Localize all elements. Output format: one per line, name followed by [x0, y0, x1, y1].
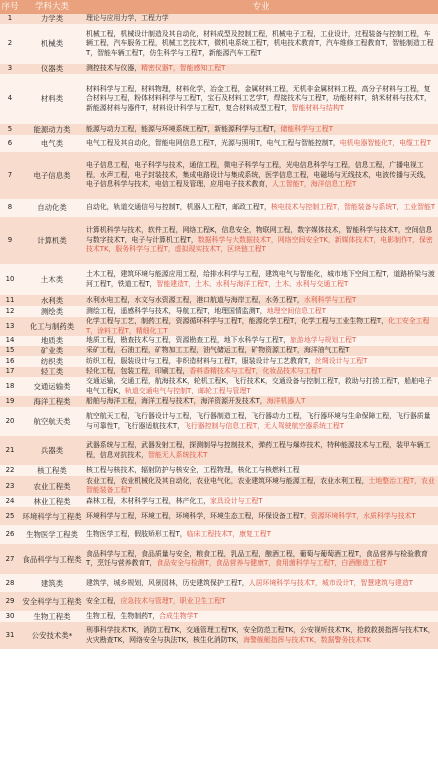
row-category: 生物医学工程类: [20, 525, 84, 544]
row-majors: [84, 611, 438, 622]
table-row: [0, 295, 438, 306]
row-number: 21: [0, 436, 20, 465]
row-number: 7: [0, 152, 20, 199]
row-majors: [84, 306, 438, 317]
row-category: 生物工程类: [20, 611, 84, 622]
majors-text: 核工程与核技术，辐射防护与核安全，工程物理，核化工与核燃料工程: [86, 466, 300, 475]
table-row: [0, 592, 438, 611]
table-row: [0, 574, 438, 592]
majors-text: 农业工程，农业机械化及其自动化，农业电气化，农业建筑环境与能源工程，农业水利工程，: [86, 476, 369, 485]
new-majors-text: 应急技术与管理T，职业卫生工程T: [120, 597, 226, 606]
row-number: 13: [0, 317, 20, 336]
table-row: [0, 396, 438, 407]
row-majors: [84, 336, 438, 346]
row-majors: [84, 217, 438, 264]
table-row: [0, 152, 438, 199]
table-row: [0, 317, 438, 336]
majors-text: 环境科学与工程，环境工程，环境科学，环境生态工程，环保设备工程T: [86, 511, 304, 520]
row-majors: [84, 199, 438, 217]
row-number: 23: [0, 476, 20, 496]
row-category: 自动化类: [20, 199, 84, 217]
row-majors: [84, 476, 438, 496]
row-number: 8: [0, 199, 20, 217]
majors-text: 采矿工程，石油工程，矿物加工工程，油气储运工程，矿物资源工程T，海洋油气工程T: [86, 346, 350, 355]
new-majors-text: 储能科学与工程T: [280, 124, 333, 133]
row-number: 27: [0, 544, 20, 574]
table-row: [0, 264, 438, 295]
row-number: 10: [0, 264, 20, 295]
row-number: 28: [0, 574, 20, 592]
table-row: [0, 306, 438, 317]
table-row: [0, 346, 438, 356]
new-majors-text: 智能材料与结构T: [291, 103, 345, 112]
table-row: [0, 465, 438, 476]
new-majors-text: 精密仪器T，智能感知工程T: [141, 64, 226, 73]
row-number: 1: [0, 14, 20, 24]
majors-text: 能源与动力工程，能源与环境系统工程T，新能源科学与工程T，: [86, 124, 281, 133]
table-row: [0, 24, 438, 64]
row-category: 测绘类: [20, 306, 84, 317]
new-majors-text: 海警舰艇指挥与技术TK，数据警务技术TK: [243, 635, 371, 644]
new-majors-text: 核电技术与控制工程T，智能装备与系统T，工业智能T: [270, 203, 436, 212]
table-row: [0, 544, 438, 574]
majors-text: 测控技术与仪器，: [86, 64, 142, 73]
new-majors-text: 海洋机器人T: [266, 397, 306, 406]
row-number: 30: [0, 611, 20, 622]
row-majors: [84, 407, 438, 436]
new-majors-text: 家具设计与工程T: [210, 497, 263, 506]
table-row: [0, 14, 438, 24]
table-row: [0, 356, 438, 367]
majors-text: 森林工程，木材科学与工程，林产化工，: [86, 497, 211, 506]
table-row: [0, 525, 438, 544]
new-majors-text: 食品安全与检测T，食品营养与健康T，食用菌科学与工程T，白酒酿造工程T: [156, 559, 387, 568]
table-row: [0, 217, 438, 264]
row-majors: [84, 295, 438, 306]
row-category: 化工与制药类: [20, 317, 84, 336]
row-category: 仪器类: [20, 64, 84, 74]
table-row: [0, 64, 438, 74]
table-row: [0, 436, 438, 465]
new-majors-text: 丝绸设计与工程T: [314, 356, 368, 365]
row-category: 计算机类: [20, 217, 84, 264]
new-majors-text: 人工智能T，海洋信息工程T: [272, 180, 357, 189]
majors-text: 交通运输，交通工程，航海技术K，轮机工程K，飞行技术K，交通设备与控制工程T，救助与打捞工程T，船舶电子电气工程K，: [86, 377, 432, 395]
table-row: [0, 199, 438, 217]
majors-text: 武器系统与工程，武器发射工程，探测制导与控制技术，弹药工程与爆炸技术，特种能源技术与工程，装甲车辆工程，信息对抗技术，: [86, 441, 431, 459]
majors-text: 地质工程，勘查技术与工程，资源勘查工程，地下水科学与工程T，: [86, 336, 291, 345]
row-majors: [84, 525, 438, 544]
row-category: 安全科学与工程类: [20, 592, 84, 611]
table-body: [0, 14, 438, 649]
majors-text: 材料科学与工程，材料物理，材料化学，冶金工程，金属材料工程，无机非金属材料工程，高分子材料与工程，复合材料与工程，粉体材料科学与工程T，宝石及材料工艺学T，焊接技术与工程T，功能材料T，纳米材料与技术T，新能源材料与器件T，材料设计科学与工程T，复合材料成型工程T，: [86, 84, 431, 112]
row-category: 公安技术类*: [20, 622, 84, 649]
row-category: 纺织类: [20, 356, 84, 367]
row-number: 18: [0, 377, 20, 396]
row-majors: [84, 544, 438, 574]
row-category: 矿业类: [20, 346, 84, 356]
row-majors: [84, 465, 438, 476]
row-category: 林业工程类: [20, 496, 84, 507]
row-number: 14: [0, 336, 20, 346]
row-category: 农业工程类: [20, 476, 84, 496]
row-majors: [84, 592, 438, 611]
new-majors-text: 水利科学与工程T: [303, 295, 357, 304]
row-number: 4: [0, 74, 20, 124]
row-category: 能源动力类: [20, 124, 84, 135]
new-majors-text: 土地整治工程T，农业智能装备工程T: [86, 476, 435, 495]
row-category: 力学类: [20, 14, 84, 24]
row-number: 25: [0, 507, 20, 525]
table-header-row: [0, 0, 438, 14]
row-majors: [84, 74, 438, 124]
row-number: 20: [0, 407, 20, 436]
new-majors-text: 香料香精技术与工程T，化妆品技术与工程T: [189, 367, 322, 376]
row-number: 22: [0, 465, 20, 476]
row-majors: [84, 436, 438, 465]
new-majors-text: 电机电器智能化T，电缆工程T: [339, 138, 431, 147]
row-category: 电气类: [20, 135, 84, 152]
majors-text: 化学工程与工艺，制药工程，资源循环科学与工程T，能源化学工程T，化学工程与工业生物工程T，: [86, 317, 389, 325]
row-number: 5: [0, 124, 20, 135]
table-row: [0, 135, 438, 152]
majors-text: 测绘工程，遥感科学与技术，导航工程T，地理国情监测T，: [86, 306, 267, 315]
new-majors-text: 轨道交通电气与控制T，邮轮工程与管理T: [124, 386, 251, 395]
row-category: 地质类: [20, 336, 84, 346]
table-row: [0, 336, 438, 346]
table-row: [0, 622, 438, 649]
table-row: [0, 74, 438, 124]
row-category: 核工程类: [20, 465, 84, 476]
row-category: 机械类: [20, 24, 84, 64]
table-row: [0, 124, 438, 135]
table-row: [0, 476, 438, 496]
row-majors: [84, 356, 438, 367]
majors-text: 船舶与海洋工程，海洋工程与技术T，海洋资源开发技术T，: [86, 397, 267, 406]
row-majors: [84, 152, 438, 199]
row-majors: [84, 377, 438, 396]
row-category: 兵器类: [20, 436, 84, 465]
row-majors: [84, 574, 438, 592]
row-category: 交通运输类: [20, 377, 84, 396]
majors-text: 计算机科学与技术，软件工程，网络工程K，信息安全，物联网工程，数字媒体技术，智能科学与技术T，空间信息与数字技术T，电子与计算机工程T，: [86, 226, 433, 244]
row-majors: [84, 124, 438, 135]
majors-text: 机械工程，机械设计制造及其自动化，材料成型及控制工程，机械电子工程，工业设计，过程装备与控制工程，车辆工程，汽车服务工程，机械工艺技术T，微机电系统工程T，机电技术教育T，汽车维修工程教育T，智能制造工程T，智能车辆工程T，仿生科学与工程T，新能源汽车工程T: [86, 29, 434, 57]
row-number: 11: [0, 295, 20, 306]
table-row: [0, 407, 438, 436]
majors-text: 刑事科学技术TK，消防工程TK，交通管理工程TK，安全防范工程TK，公安视听技术TK，抢救救援指挥与技术TK，火灾勘查TK，网络安全与执法TK，核生化消防TK，: [86, 626, 435, 644]
majors-text: 电气工程及其自动化，智能电网信息工程T，光源与照明T，电气工程与智能控制T，: [86, 138, 340, 147]
row-category: 航空航天类: [20, 407, 84, 436]
row-majors: [84, 507, 438, 525]
majors-text: 土木工程，建筑环境与能源应用工程，给排水科学与工程，建筑电气与智能化，城市地下空间工程T，道路桥梁与渡河工程T，铁道工程T，: [86, 269, 435, 288]
header-number: 序号: [1, 2, 19, 12]
row-number: 19: [0, 396, 20, 407]
table-row: [0, 367, 438, 377]
row-majors: [84, 24, 438, 64]
row-number: 24: [0, 496, 20, 507]
row-majors: [84, 14, 438, 24]
row-number: 3: [0, 64, 20, 74]
row-majors: [84, 496, 438, 507]
row-number: 2: [0, 24, 20, 64]
row-majors: [84, 64, 438, 74]
row-majors: [84, 135, 438, 152]
new-majors-text: 合成生物学T: [159, 612, 198, 621]
table-row: [0, 611, 438, 622]
row-majors: [84, 396, 438, 407]
row-number: 17: [0, 367, 20, 377]
new-majors-text: 人居环境科学与技术T，城市设计T，智慧建筑与建造T: [248, 578, 413, 587]
row-majors: [84, 622, 438, 649]
row-majors: [84, 317, 438, 336]
row-category: 海洋工程类: [20, 396, 84, 407]
row-number: 16: [0, 356, 20, 367]
majors-text: 电子信息工程，电子科学与技术，通信工程，微电子科学与工程，光电信息科学与工程，信息工程，广播电视工程，水声工程，电子封装技术，集成电路设计与集成系统，医学信息工程，电磁场与无线技术，电波传播与天线，电子信息科学与技术，电信工程及管理，应用电子技术教育，: [86, 161, 431, 189]
new-majors-text: 地理空间信息工程T: [266, 306, 327, 315]
row-category: 轻工类: [20, 367, 84, 377]
row-number: 26: [0, 525, 20, 544]
row-majors: [84, 264, 438, 295]
majors-text: 生物工程，生物制药T，: [86, 612, 160, 621]
table-row: [0, 496, 438, 507]
new-majors-text: 智能无人系统技术T: [148, 450, 208, 459]
row-category: 土木类: [20, 264, 84, 295]
new-majors-text: 化工安全工程T，涂料工程T，精细化工T: [86, 317, 430, 335]
majors-text: 安全工程，: [86, 597, 121, 606]
new-majors-text: 旅游地学与规划工程T: [290, 336, 357, 345]
majors-text: 理论与应用力学，工程力学: [86, 14, 169, 23]
row-majors: [84, 367, 438, 377]
row-category: 环境科学与工程类: [20, 507, 84, 525]
new-majors-text: 智能建造T，土木、水利与海洋工程T，土木、水利与交通工程T: [156, 279, 349, 288]
row-number: 15: [0, 346, 20, 356]
row-number: 9: [0, 217, 20, 264]
row-majors: [84, 346, 438, 356]
majors-text: 食品科学与工程，食品质量与安全，粮食工程，乳品工程，酿酒工程，葡萄与葡萄酒工程T，食品营养与检验教育T，烹饪与营养教育T，: [86, 549, 428, 568]
row-number: 6: [0, 135, 20, 152]
row-category: 建筑类: [20, 574, 84, 592]
majors-text: 纺织工程，服装设计与工程，非织造材料与工程T，服装设计与工艺教育T，: [86, 356, 315, 365]
row-number: 31: [0, 622, 20, 649]
header-majors: 专业: [84, 0, 438, 14]
row-number: 29: [0, 592, 20, 611]
majors-text: 航空航天工程，飞行器设计与工程，飞行器制造工程，飞行器动力工程，飞行器环境与生命保障工程，飞行器质量与可靠性T，飞行器适航技术T，: [86, 412, 431, 430]
row-category: 水利类: [20, 295, 84, 306]
table-row: [0, 507, 438, 525]
majors-text: 自动化，轨道交通信号与控制T，机器人工程T，邮政工程T，: [86, 203, 271, 212]
new-majors-text: 数据科学与大数据技术T，网络空间安全TK，新媒体技术T，电影制作T，保密技术TK，服务科学与工程T，虚拟现实技术T，区块链工程T: [86, 235, 433, 254]
new-majors-text: 临床工程技术T，康复工程T: [186, 530, 271, 539]
row-category: 食品科学与工程类: [20, 544, 84, 574]
majors-text: 生物医学工程，假肢矫形工程T，: [86, 530, 187, 539]
row-category: 材料类: [20, 74, 84, 124]
majors-text: 轻化工程，包装工程，印刷工程，: [86, 367, 190, 376]
row-number: 12: [0, 306, 20, 317]
table-row: [0, 377, 438, 396]
new-majors-text: ，资源环境科学T，水质科学与技术T: [303, 511, 416, 520]
new-majors-text: 飞行器控制与信息工程T，无人驾驶航空器系统工程T: [184, 421, 345, 430]
row-category: 电子信息类: [20, 152, 84, 199]
majors-text: 建筑学，城乡规划，风景园林，历史建筑保护工程T，: [86, 578, 249, 587]
header-category: 学科大类: [20, 0, 84, 14]
majors-text: 水利水电工程，水文与水资源工程，港口航道与海岸工程，水务工程T，: [86, 295, 304, 304]
